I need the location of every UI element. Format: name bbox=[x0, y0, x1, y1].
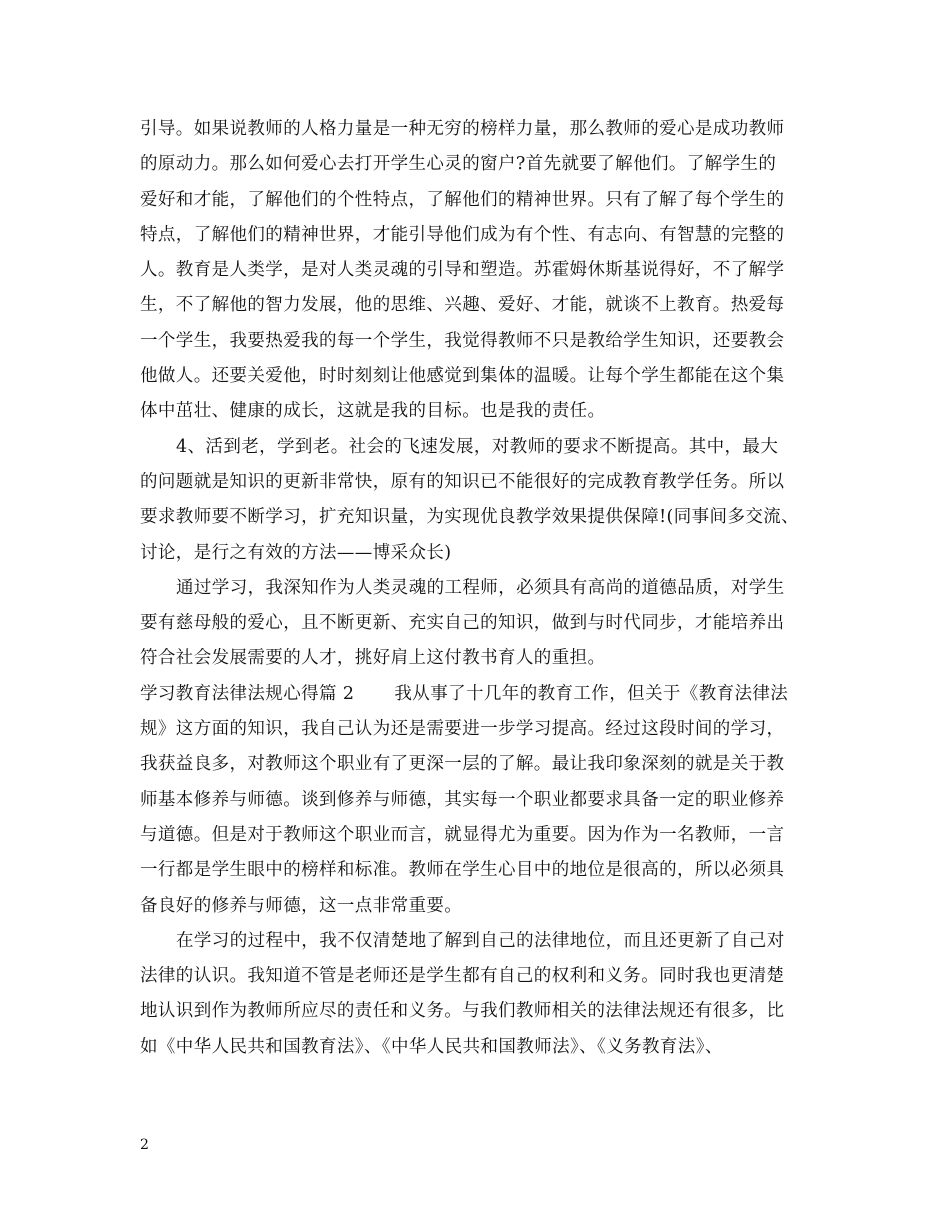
text-line: 备良好的修养与师德，这一点非常重要。 bbox=[140, 895, 463, 916]
text-line: 他做人。还要关爱他，时时刻刻让他感觉到集体的温暖。让每个学生都能在这个集 bbox=[140, 366, 785, 387]
text-line: 通过学习，我深知作为人类灵魂的工程师，必须具有高尚的道德品质，对学生 bbox=[176, 577, 785, 598]
text-line: 如《中华人民共和国教育法》、《中华人民共和国教师法》、《义务教育法》、 bbox=[140, 1036, 723, 1057]
text-line: 与道德。但是对于教师这个职业而言，就显得尤为重要。因为作为一名教师，一言 bbox=[140, 824, 785, 845]
text-line: 4、活到老，学到老。社会的飞速发展，对教师的要求不断提高。其中，最大 bbox=[176, 436, 779, 457]
text-line: 要有慈母般的爱心，且不断更新、充实自己的知识，做到与时代同步，才能培养出 bbox=[140, 613, 785, 634]
text-line: 法律的认识。我知道不管是老师还是学生都有自己的权利和义务。同时我也更清楚 bbox=[140, 966, 785, 987]
text-line: 在学习的过程中，我不仅清楚地了解到自己的法律地位，而且还更新了自己对 bbox=[176, 930, 785, 951]
page-number: 2 bbox=[140, 1137, 149, 1153]
text-line: 我从事了十几年的教育工作，但关于《教育法律法 bbox=[394, 683, 789, 704]
text-line: 的问题就是知识的更新非常快，原有的知识已不能很好的完成教育教学任务。所以 bbox=[140, 471, 785, 492]
text-line: 符合社会发展需要的人才，挑好肩上这付教书育人的重担。 bbox=[140, 648, 606, 669]
text-line: 要求教师要不断学习，扩充知识量，为实现优良教学效果提供保障!(同事间多交流、 bbox=[140, 507, 800, 528]
text-line: 生，不了解他的智力发展，他的思维、兴趣、爱好、才能，就谈不上教育。热爱每 bbox=[140, 295, 785, 316]
text-line: 人。教育是人类学，是对人类灵魂的引导和塑造。苏霍姆休斯基说得好，不了解学 bbox=[140, 260, 785, 281]
text-line: 的原动力。那么如何爱心去打开学生心灵的窗户?首先就要了解他们。了解学生的 bbox=[140, 154, 777, 175]
text-line: 一个学生，我要热爱我的每一个学生，我觉得教师不只是教给学生知识，还要教会 bbox=[140, 330, 785, 351]
text-line: 引导。如果说教师的人格力量是一种无穷的榜样力量，那么教师的爱心是成功教师 bbox=[140, 119, 785, 139]
text-line: 师基本修养与师德。谈到修养与师德，其实每一个职业都要求具备一定的职业修养 bbox=[140, 789, 785, 810]
text-line: 爱好和才能，了解他们的个性特点，了解他们的精神世界。只有了解了每个学生的 bbox=[140, 189, 785, 210]
document-body bbox=[140, 112, 820, 1065]
section-heading: 学习教育法律法规心得篇 2 bbox=[140, 683, 355, 704]
text-line: 讨论，是行之有效的方法——博采众长) bbox=[140, 542, 452, 563]
text-line: 地认识到作为教师所应尽的责任和义务。与我们教师相关的法律法规还有很多，比 bbox=[140, 1001, 785, 1022]
text-line: 特点，了解他们的精神世界，才能引导他们成为有个性、有志向、有智慧的完整的 bbox=[140, 224, 785, 245]
text-line: 体中茁壮、健康的成长，这就是我的目标。也是我的责任。 bbox=[140, 401, 606, 422]
text-line: 我获益良多，对教师这个职业有了更深一层的了解。最让我印象深刻的就是关于教 bbox=[140, 754, 785, 775]
section-heading-line bbox=[140, 677, 820, 712]
text-line: 规》这方面的知识，我自己认为还是需要进一步学习提高。经过这段时间的学习， bbox=[140, 719, 785, 740]
text-line: 一行都是学生眼中的榜样和标准。教师在学生心目中的地位是很高的，所以必须具 bbox=[140, 860, 785, 881]
